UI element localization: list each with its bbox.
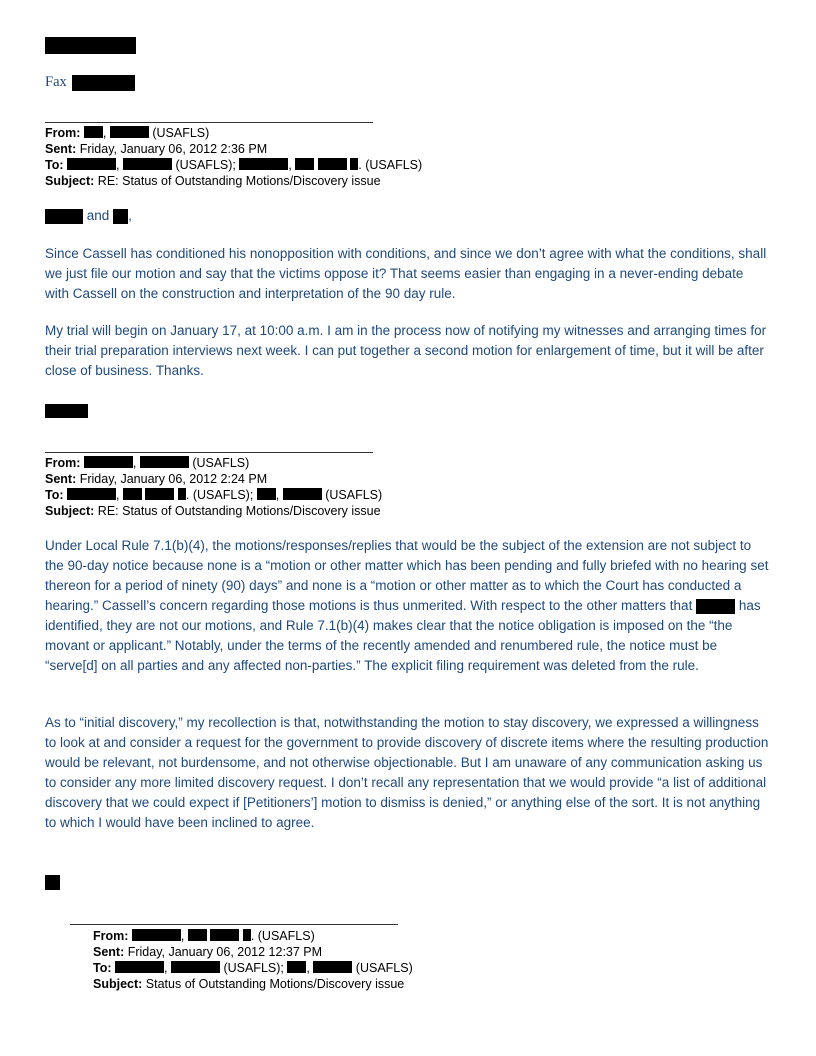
body-text: has identified, they are not our motions, and Rule 7.1(b)(4) makes clear that the notice obligation is imposed on the “the movant or applicant.” Notably, under the terms of the recently amended and renumbered rule, the notice must be “serve[d] on all parties and any affected non-parties.” The explicit filing requirement was deleted from the rule.: [45, 598, 761, 673]
email2-to: To: , . (USAFLS); , (USAFLS): [45, 488, 383, 502]
header-field-value: (USAFLS);: [223, 961, 284, 975]
header-field-label: Subject:: [45, 174, 95, 188]
email1-from: From: , (USAFLS): [45, 126, 210, 140]
email3-header: [93, 928, 783, 992]
redaction-bar: [178, 488, 186, 500]
email2-paragraph-2: As to “initial discovery,” my recollection is that, notwithstanding the motion to stay discovery, we expressed a willingness to look at and consider a request for the government to provide discovery of discrete items where the resulting production would be relevant, not burdensome, and not otherwise objectionable. But I am unaware of any communication asking us to consider any more limited discovery request. I don’t recall any representation that we would provide “a list of additional discovery that we could expect if [Petitioners’] motion to dismiss is denied,” or anything else of the sort. It is not anything to which I would have been inclined to agree.: [45, 715, 769, 830]
header-field-label: Sent:: [45, 472, 77, 486]
header-field-label: To:: [93, 961, 112, 975]
header-field-value: (USAFLS);: [175, 158, 236, 172]
header-field-value: RE: Status of Outstanding Motions/Discovery issue: [97, 504, 381, 518]
header-field-value: (USAFLS): [192, 456, 250, 470]
redaction-bar: [45, 209, 83, 224]
email1-sent: [45, 141, 765, 157]
redaction-bar: [188, 929, 207, 941]
header-field-label: Subject:: [45, 504, 95, 518]
email2-sent: [45, 471, 765, 487]
header-field-value: . (USAFLS): [358, 158, 423, 172]
redaction-bar: [210, 929, 239, 941]
redacted-signature-2: [45, 875, 60, 890]
header-field-value: Friday, January 06, 2012 12:37 PM: [127, 945, 323, 959]
redaction-bar: [171, 961, 220, 973]
email1-paragraph-1: Since Cassell has conditioned his nonopposition with conditions, and since we don’t agree with what the conditions, shall we just file our motion and say that the victims oppose it? That seems easier than engaging in a never-ending debate with Cassell on the construction and interpretation of the 90 day rule.: [45, 246, 767, 301]
email2-paragraph-1: [45, 536, 771, 676]
email1-subject: [45, 173, 765, 189]
redaction-bar: [257, 488, 276, 500]
redaction-bar: [140, 456, 189, 468]
redaction-bar: [287, 961, 306, 973]
email2-header: [45, 455, 765, 519]
redaction-bar: [132, 929, 181, 941]
header-field-value: (USAFLS): [355, 961, 413, 975]
email2-divider: [45, 452, 373, 453]
email1-to: To: , (USAFLS); , . (USAFLS): [45, 158, 423, 172]
header-field-label: Sent:: [93, 945, 125, 959]
redacted-name-inline: [696, 599, 735, 614]
email1-divider: [45, 122, 373, 123]
email1-greeting: and ,: [45, 206, 132, 226]
redaction-bar: [67, 488, 116, 500]
email1-header: [45, 125, 765, 189]
redaction-bar: [239, 158, 288, 170]
redaction-bar: [84, 126, 103, 138]
redaction-bar: [295, 158, 314, 170]
header-field-value: . (USAFLS): [250, 929, 315, 943]
redaction-bar: [115, 961, 164, 973]
redaction-bar: [67, 158, 116, 170]
header-field-value: (USAFLS): [325, 488, 383, 502]
redacted-fax-number: [72, 75, 135, 91]
redaction-bar: [123, 158, 172, 170]
redaction-bar: [318, 158, 347, 170]
fax-line: [45, 72, 135, 92]
redaction-bar: [123, 488, 142, 500]
redaction-bar: [313, 961, 352, 973]
header-field-label: Sent:: [45, 142, 77, 156]
fax-label: Fax: [45, 74, 67, 90]
email1-paragraph-2: My trial will begin on January 17, at 10:00 a.m. I am in the process now of notifying my witnesses and arranging times for their trial preparation interviews next week. I can put together a second motion for enlargement of time, but it will be after close of business. Thanks.: [45, 323, 767, 378]
header-field-value: . (USAFLS);: [185, 488, 254, 502]
redaction-bar: [110, 126, 149, 138]
header-field-value: (USAFLS): [152, 126, 210, 140]
header-field-value: Friday, January 06, 2012 2:24 PM: [79, 472, 268, 486]
header-field-label: To:: [45, 158, 64, 172]
redaction-bar: [145, 488, 174, 500]
header-field-label: From:: [45, 456, 81, 470]
email3-from: From: , . (USAFLS): [93, 929, 315, 943]
redaction-bar: [113, 209, 128, 224]
body-text: Under Local Rule 7.1(b)(4), the motions/responses/replies that would be the subject of the extension are not subject to the 90-day notice because none is a “motion or other matter which has been pending and fully briefed with no hearing set thereon for a period of ninety (90) days” and none is a “motion or other matter as to which the Court has conducted a hearing.” Cassell’s concern regarding those motions is thus unmerited. With respect to the other matters that: [45, 538, 769, 613]
email3-subject: [93, 976, 783, 992]
redaction-bar: [84, 456, 133, 468]
email2-from: From: , (USAFLS): [45, 456, 250, 470]
body-text: and: [86, 208, 110, 223]
header-field-label: To:: [45, 488, 64, 502]
email3-divider: [70, 924, 398, 925]
header-field-label: Subject:: [93, 977, 143, 991]
header-field-value: Friday, January 06, 2012 2:36 PM: [79, 142, 268, 156]
email3-to: To: , (USAFLS); , (USAFLS): [93, 961, 413, 975]
header-field-value: RE: Status of Outstanding Motions/Discovery issue: [97, 174, 381, 188]
header-field-label: From:: [45, 126, 81, 140]
redacted-signature-1: [45, 404, 88, 418]
redaction-bar: [243, 929, 251, 941]
redacted-signature-name: [45, 37, 136, 54]
header-field-label: From:: [93, 929, 129, 943]
email2-subject: [45, 503, 765, 519]
redaction-bar: [283, 488, 322, 500]
email3-sent: [93, 944, 783, 960]
header-field-value: Status of Outstanding Motions/Discovery issue: [145, 977, 405, 991]
